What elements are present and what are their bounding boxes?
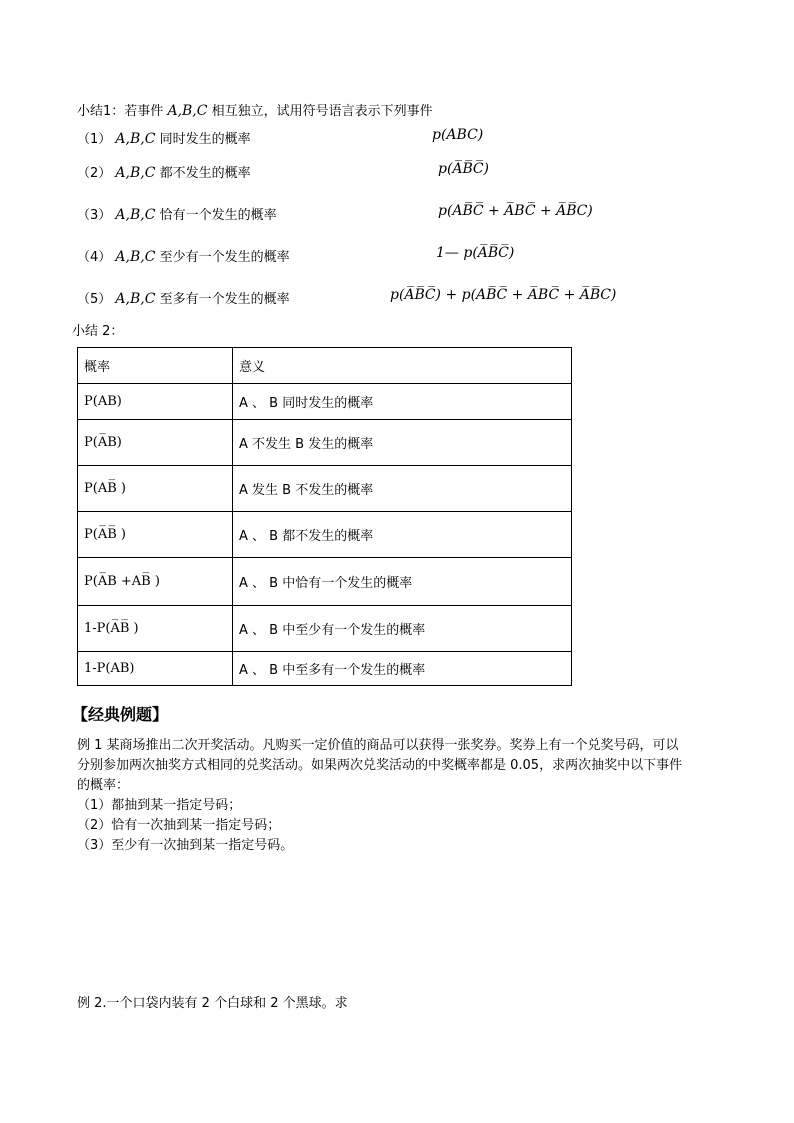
section-heading: 【经典例题】	[72, 705, 169, 724]
prob-cell: P(A̅B +AB̅ )	[78, 558, 233, 606]
meaning-cell: A 、 B 中恰有一个发生的概率	[233, 558, 572, 606]
summary1-item-4: （4） A,B,C 至少有一个发生的概率	[77, 249, 290, 265]
example1-line-2: 分别参加两次抽奖方式相同的兑奖活动。如果两次兑奖活动的中奖概率都是 0.05，求两次抽奖中以下事件	[77, 758, 683, 773]
summary1-formula-5: p(A̅B̅C̅) + p(AB̅C̅ + A̅BC̅ + A̅B̅C)	[390, 287, 617, 303]
summary1-item-2: （2） A,B,C 都不发生的概率	[77, 165, 251, 181]
title-vars: A,B,C	[167, 103, 208, 119]
example1-question-1: （1）都抽到某一指定号码；	[77, 798, 242, 813]
summary1-item-1: （1） A,B,C 同时发生的概率	[77, 131, 251, 147]
meaning-cell: A 、 B 中至少有一个发生的概率	[233, 606, 572, 652]
summary1-title: 小结1：若事件 A,B,C 相互独立，试用符号语言表示下列事件	[77, 103, 433, 119]
table-row	[78, 420, 572, 466]
example1-question-2: （2）恰有一次抽到某一指定号码；	[77, 818, 281, 833]
meaning-cell: A 、 B 同时发生的概率	[233, 384, 572, 420]
summary1-formula-1: p(ABC)	[432, 127, 484, 143]
example1-line-3: 的概率：	[77, 778, 130, 793]
prob-cell: 1-P(A̅B̅ )	[78, 606, 233, 652]
table-row	[78, 606, 572, 652]
table-row	[78, 512, 572, 558]
prob-cell: P(A̅B̅ )	[78, 512, 233, 558]
summary1-item-3: （3） A,B,C 恰有一个发生的概率	[77, 207, 277, 223]
example1-line-1: 例 1 某商场推出二次开奖活动。凡购买一定价值的商品可以获得一张奖券。奖券上有一个兑奖号码，可以	[77, 738, 679, 753]
header-meaning: 意义	[233, 348, 572, 384]
table-row	[78, 652, 572, 686]
summary1-formula-2: p(A̅B̅C̅)	[438, 161, 489, 177]
summary1-item-5: （5） A,B,C 至多有一个发生的概率	[77, 291, 290, 307]
header-probability: 概率	[78, 348, 233, 384]
table-row	[78, 384, 572, 420]
meaning-cell: A 发生 B 不发生的概率	[233, 466, 572, 512]
table-row	[78, 466, 572, 512]
summary1-formula-3: p(AB̅C̅ + A̅BC̅ + A̅B̅C)	[438, 203, 593, 219]
example1-question-3: （3）至少有一次抽到某一指定号码。	[77, 838, 294, 853]
table-row	[78, 558, 572, 606]
summary2-title: 小结 2：	[72, 324, 124, 339]
table-header-row	[78, 348, 572, 384]
prob-cell: P(AB)	[78, 384, 233, 420]
meaning-cell: A 不发生 B 发生的概率	[233, 420, 572, 466]
meaning-cell: A 、 B 中至多有一个发生的概率	[233, 652, 572, 686]
example2-text: 例 2.一个口袋内装有 2 个白球和 2 个黑球。求	[77, 996, 348, 1011]
prob-cell: P(AB̅ )	[78, 466, 233, 512]
prob-cell: 1-P(AB)	[78, 652, 233, 686]
meaning-cell: A 、 B 都不发生的概率	[233, 512, 572, 558]
prob-cell: P(A̅B)	[78, 420, 233, 466]
summary1-formula-4: 1— p(A̅B̅C̅)	[436, 245, 515, 261]
probability-table	[77, 347, 572, 686]
